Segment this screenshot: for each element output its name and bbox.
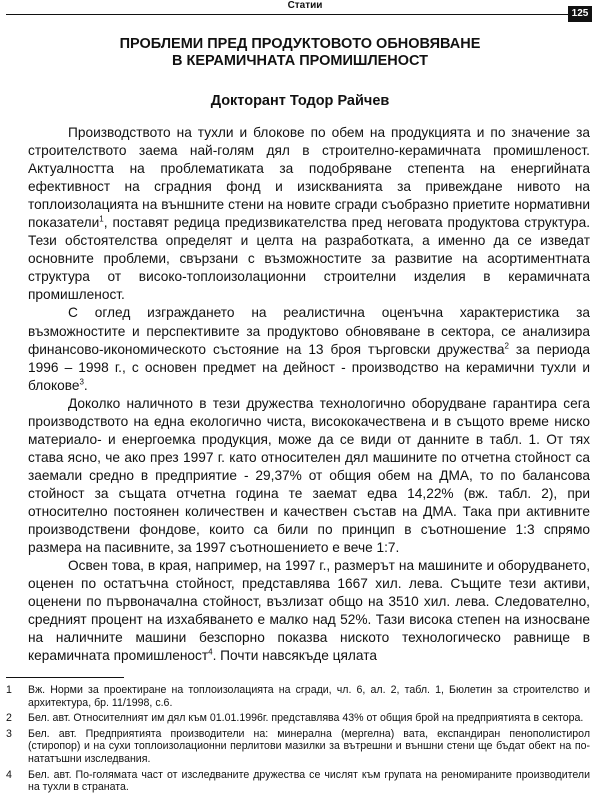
title-line-1: ПРОБЛЕМИ ПРЕД ПРОДУКТОВОТО ОБНОВЯВАНЕ (119, 36, 481, 52)
footnote-number: 1 (6, 684, 12, 696)
paragraph-text: Производството на тухли и блокове по обем на продукцията и по значение за строителството заема най-голям дял в строително-керамичната промишленост. Актуалността на проблематиката за подобряване степента на енергийната ефективност на сградния фонд и изискванията за привеждане нивото на топлоизолацията на външните стени на новите сгради съобразно приетите нормативни показатели (28, 125, 590, 231)
footnote-divider (6, 677, 124, 678)
footnote-number: 4 (6, 768, 12, 781)
footnote (6, 769, 590, 794)
body-paragraph (28, 557, 590, 665)
footnote-ref: 1 (99, 214, 104, 224)
body-paragraph (28, 395, 590, 557)
paragraph-text: , поставят редица предизвикателства пред неговата продуктова структура. Тези обстоятелства определят и целта на разработката, а именно да се изведат основните проблеми, свързани с възможностите за развитие на асортиментната структура от високо-топлоизолационни строителни изделия в керамичната промишленост. (28, 215, 590, 303)
footnote (6, 684, 590, 709)
article-title (20, 36, 580, 70)
paragraph-text: С оглед изграждането на реалистична оценъчна характеристика за възможностите и перспективите за продуктово обновяване в сектора, се анализира финансово-икономическото състояние на 13 броя търговски дружества (28, 305, 590, 357)
footnote-text: Бел. авт. По-голямата част от изследваните дружества се числят към групата на реномираните производители на тухли в страната. (28, 768, 590, 794)
paragraph-text: . (83, 377, 88, 393)
title-line-2: В КЕРАМИЧНАТА ПРОМИШЛЕНОСТ (171, 53, 429, 69)
running-header (6, 0, 592, 19)
footnote-text: Бел. авт. Относителният им дял към 01.01.1996г. представлява 43% от общия брой на предприятията в сектора. (28, 712, 584, 725)
paragraph-text: . Почти навсякъде цялата (212, 648, 377, 664)
article-body (28, 124, 590, 665)
body-paragraph (28, 304, 590, 394)
footnote-ref: 3 (79, 377, 84, 387)
page-number: 125 (568, 6, 592, 22)
paragraph-text: Доколко наличното в тези дружества технологично оборудване гарантира сега производството на една екологично чиста, висококачествена и в същото време ниско материало- и енергоемка продукция, може да се види от данните в табл. 1. От тях става ясно, че ако през 1997 г. като относителен дял машините по отчетна стойност са заемали средно в предприятие - 29,37% от общия обем на ДМА, то по балансова стойност за същата отчетна година те заемат едва 14,22% (вж. табл. 2), при относително постоянен количествен и качествен състав на ДМА. Така при активните производствени фондове, които са били по принцип в съотношение 1:3 спрямо размера на пасивните, за 1997 съотношението е вече 1:7. (28, 395, 590, 556)
footnote (6, 728, 590, 766)
article-author: Докторант Тодор Райчев (210, 93, 390, 109)
footnote-number: 3 (6, 727, 12, 740)
section-label: Статии (287, 0, 323, 11)
footnotes (6, 684, 590, 797)
paragraph-text: за периода 1996 – 1998 г., с основен предмет на дейност - производство на керамични тухли и блокове (28, 341, 591, 393)
footnote-ref: 2 (504, 341, 509, 350)
footnote-ref: 4 (208, 647, 213, 657)
footnote-number: 2 (6, 712, 12, 725)
footnote-text: Бел. авт. Предприятията производители на: минерална (мергелна) вата, експандиран пенополистирол (стиропор) и на сухи топлоизолационни перлитови мазилки за вътрешни и външни стени ще бъдат обект на по-нататъшни изследвания. (28, 727, 590, 765)
footnote-text: Вж. Норми за проектиране на топлоизолацията на сгради, чл. 6, ал. 2, табл. 1, Бюлетин за строителство и архитектура, бр. 11/1998, с.6. (28, 684, 590, 709)
footnote (6, 712, 590, 725)
body-paragraph (28, 124, 590, 304)
paragraph-text: Освен това, в края, например, на 1997 г., размерът на машините и оборудването, оценен по остатъчна стойност, представлява 1667 хил. лева. Същите тези активи, оценени по първоначална стойност, възлизат общо на 3510 хил. лева. Следователно, средният процент на изхабяването е малко над 52%. Тази висока степен на износване на наличните машини безспорно показва ниското технологическо равнище в керамичната промишленост (28, 558, 590, 664)
